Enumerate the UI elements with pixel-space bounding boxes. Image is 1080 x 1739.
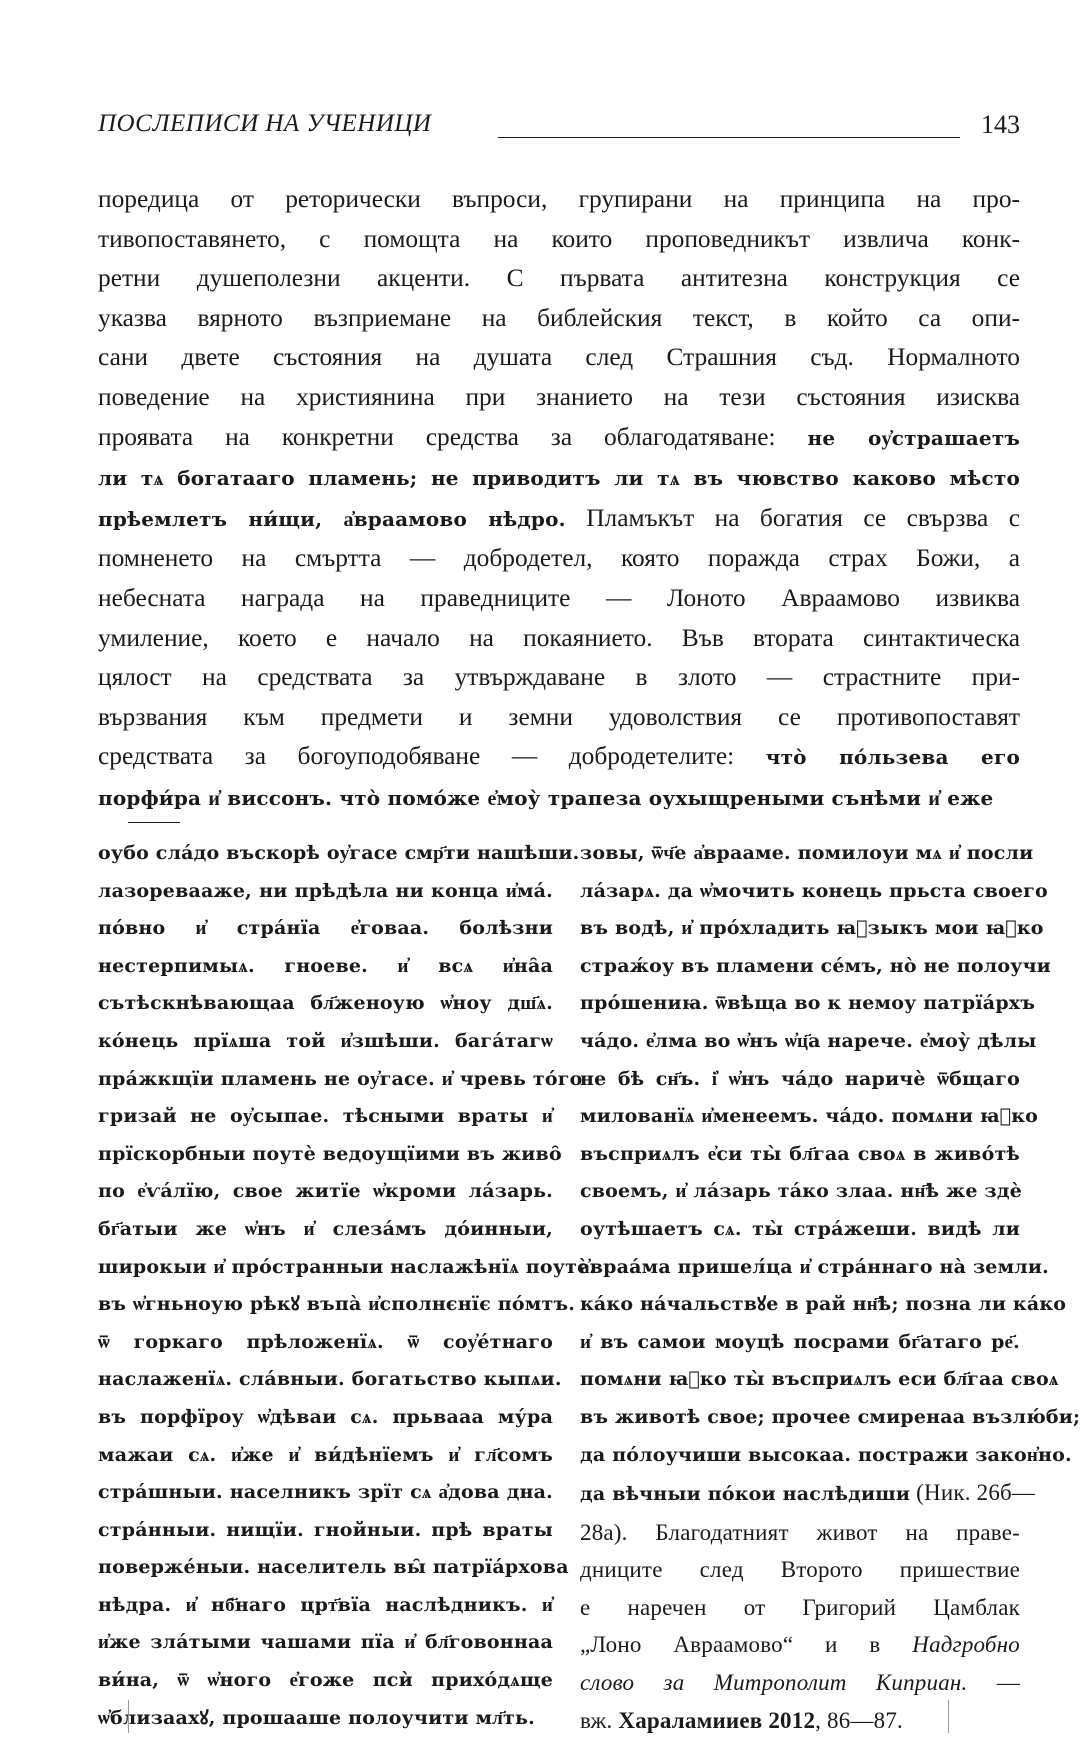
footnote-line: оутѣшаетъ сѧ. ты̀ стра́жеши. видѣ ли: [580, 1217, 1020, 1240]
footnote-line: бг҃атыи же ѡ҆нъ и҆ слеза́мъ до́инныи,: [98, 1217, 553, 1240]
church-slavonic-quote: что̀ по́льзева его: [765, 745, 1020, 770]
main-paragraph: [98, 180, 1020, 819]
footnote-line: прїскорбныи поутѐ ведоущїими въ живо̑: [98, 1142, 562, 1165]
church-slavonic-quote: не оу҆страшаетъ: [807, 425, 1020, 450]
footnote-line: гризай не оу҆сыпае. тѣсными враты и҆: [98, 1105, 553, 1128]
footnote-line: въ порфїроу ѡ҆дѣваи сѧ. прьвааа му́ра: [98, 1405, 553, 1428]
footnote-line: [580, 1664, 1020, 1702]
footnote-line: ча́до. е҆лма во ѡ҆нъ ѡ҆ц҃а нарече. е҆моу̀ дѣлы: [580, 1029, 1037, 1052]
footnote-right-column: [580, 835, 1080, 1739]
text-segment: средствата за богоуподобяване — добродетелите:: [98, 742, 766, 771]
footnote-line: ѿ горкаго прѣложенїѧ. ѿ соу҆е́тнаго: [98, 1330, 553, 1353]
citation: (Ник. 26б—: [910, 1480, 1036, 1506]
footnote-line: ви́на, ѿ ѡ҆ного е҆гоже псѝ прихо́дѧще: [98, 1669, 553, 1692]
church-slavonic-quote: порфи́ра и҆ виссонъ. что̀ помо́же е҆моу̀ трапеза оухыщреными сънѣми и҆ еже: [98, 785, 994, 810]
text-line: [98, 778, 1020, 819]
italic-title: Надгробно: [912, 1632, 1020, 1658]
text-line: [98, 499, 1020, 540]
footnote-line: стра́шныи. населникъ зрїт сѧ а҆дова дна.: [98, 1481, 553, 1504]
text-line: тивопоставянето, с помощта на които проповедникът извлича конк-: [98, 224, 1020, 253]
text-line: небесната награда на праведниците — Лоното Авраамово извиква: [98, 583, 1020, 612]
text-segment: проявата на конкретни средства за облагодатяване:: [98, 422, 808, 451]
footnote-line: милованїѧ и҆менеемъ. ча́до. помѧни ꙗ҆ко: [580, 1105, 1039, 1128]
footnote-line: нестерпимыѧ. гноеве. и҆ всѧ и҆на̑а: [98, 954, 553, 977]
text-line: поредица от реторически въпроси, групирани на принципа на про-: [98, 185, 1020, 213]
running-title: ПОСЛЕПИСИ НА УЧЕНИЦИ: [98, 110, 432, 137]
text-line: [98, 458, 1020, 499]
footnote-line: да по́лоучиши высокаа. пострaжи закон҆но.: [580, 1443, 1072, 1466]
footnote-line: своемъ, и҆ ла́зарь та́ко злаа. нн҃ѣ же здѐ: [580, 1180, 1023, 1203]
footnote-line: по е҆ѵа́лїю, свое житїе ѡ҆кроми ла́зарь.: [98, 1180, 553, 1203]
footnote-line: про́шениꙗ. ѿвѣща во к немоу патрїа́рхъ: [580, 992, 1036, 1015]
page-number: 143: [981, 110, 1020, 139]
footnote-line: пра́жкщїи пламень не оу҆гасе. и҆ чревь то́го: [98, 1067, 583, 1090]
footnote-line: не бѣ сн҃ъ. і҆ ѡ҆нъ ча́до наричѐ ѿбщаго: [580, 1067, 1020, 1090]
church-slavonic-quote: прѣемлетъ ни́щи, а҆враамово нѣдро.: [98, 506, 566, 531]
footnote-line: [580, 1626, 1020, 1664]
church-slavonic-quote: да вѣчныи по́кои наслѣдиши: [580, 1483, 911, 1506]
text-line: ретни душеполезни акценти. С първата антитезна конструкция се: [98, 264, 1020, 293]
footnote-line: нѣдра. и҆ нб҃наго црт҃вїа наслѣдникъ. и҆: [98, 1593, 553, 1616]
text-segment: вж.: [580, 1707, 619, 1733]
footnote-line: е наречен от Григорий Цамблак: [580, 1594, 1020, 1620]
bold-reference: Хараламииев 2012: [618, 1707, 816, 1733]
running-header: [98, 110, 1020, 150]
italic-title: слово за Митрополит Киприан.: [580, 1670, 968, 1696]
text-line: [98, 418, 1020, 459]
footnote-line: въ ѡ҆гньноую рѣкꙋ въпа̀ и҆сполнєнїє по́мтъ.: [98, 1293, 576, 1316]
footnote-line: зовы, ѿч҃е а҆враамe. помилоуи мѧ и҆ посли: [580, 842, 1034, 864]
footnote-line: и҆же зла́тыми чашами пїа и҆ бл҃говоннаа: [98, 1631, 553, 1654]
footnote-line: [580, 1474, 1036, 1514]
footnote-line: ко́нець прїѧша той и҆зшѣши. бага́тагѡ: [98, 1029, 553, 1052]
footnote-line: мажаи сѧ. и҆же и҆ ви́дѣнїемъ и҆ гл҃сомъ: [98, 1443, 553, 1466]
footnote-line: 28а). Благодатният живот на праве-: [580, 1519, 1020, 1545]
text-line: вързвания към предмети и земни удоволствия се противопоставят: [98, 702, 1020, 731]
footnote-line: сътѣскнѣвающаа бл҃женоую ѡ҆ноу дш҃ѧ.: [98, 992, 553, 1015]
footnote-line: и҆ въ самои моуцѣ посрами бг҃атаго ре҃.: [580, 1330, 1020, 1353]
footnote-line: а҆враа́ма пришел́ца и҆ стра́ннаго на̀ земли.: [580, 1255, 1049, 1278]
footnote-line: въсприѧлъ е҆си ты̀ бл҃гаа своѧ в живо́тѣ: [580, 1142, 1020, 1165]
church-slavonic-quote: ли тѧ богатааго пламень; не приводитъ ли тѧ въ чювство каково мѣсто: [98, 466, 1020, 491]
footnote-line: по́вно и҆ стра́нїа е҆говаа. болѣзни: [98, 917, 553, 940]
text-line: сани двете състояния на душата след Страшния съд. Нормалното: [98, 343, 1020, 372]
footnote-line: страж́оу въ пламени се́мъ, но̀ не полоучи: [580, 954, 1051, 977]
crop-mark: [128, 1700, 129, 1733]
text-segment: —: [967, 1670, 1020, 1696]
text-line: помненето на смъртта — добродетел, която поражда страх Божи, а: [98, 544, 1020, 573]
footnote-line: дниците след Второто пришествие: [580, 1557, 1020, 1583]
footnote-line: ла́зарѧ. да ѡ҆мочить конець прьста своего: [580, 879, 1048, 902]
footnote-line: стра́нныи. нищїи. гнойныи. прѣ враты: [98, 1518, 553, 1541]
footnote-line: [580, 1702, 1020, 1739]
crop-mark: [948, 1700, 949, 1733]
footnote-line: оубо сла́до въскорѣ оу҆гасе смр҃ти нашѣши.: [98, 842, 580, 864]
footnote-rule: [128, 822, 180, 823]
footnote-line: въ водѣ, и҆ про́хладить ꙗ҆зыкъ мои ꙗ҆ко: [580, 917, 1044, 940]
text-line: цялост на средствата за утвърждаване в злото — страстните при-: [98, 663, 1020, 692]
footnote-line: помѧни ꙗ҆ко ты̀ въсприѧлъ еси бл҃гаа своѧ: [580, 1368, 1059, 1391]
text-segment: , 86—87.: [815, 1707, 904, 1733]
text-line: умиление, което е начало на покаянието. Във втората синтактическа: [98, 623, 1020, 652]
footnote-line: наслаженїѧ. сла́вныи. богатьство кыпѧи.: [98, 1368, 562, 1391]
text-segment: Пламъкът на богатия се свързва с: [565, 503, 1020, 532]
footnote-line: ка́ко на́чальствꙋе в рай нн҃ѣ; позна ли ка́ко: [580, 1293, 1067, 1316]
footnote-left-column: [98, 835, 597, 1737]
footnote-line: ѡ҆близаахꙋ, прошааше полоучити мл҃ть.: [98, 1706, 535, 1729]
header-rule: [498, 137, 960, 138]
text-line: поведение на християнина при знанието на тези състояния изисква: [98, 382, 1020, 411]
footnote-line: широкыи и҆ про́странныи наслажѣнїѧ поутѐ.: [98, 1255, 597, 1278]
text-line: указва вярното възприемане на библейския текст, в който са опи-: [98, 303, 1020, 332]
footnote-line: поверже́ныи. населитель вы̑ патрїа́рхова: [98, 1556, 569, 1579]
footnote-line: лазоревааже, ни прѣдѣла ни конца и҆ма́.: [98, 879, 553, 902]
text-line: [98, 737, 1020, 778]
text-segment: „Лоно Авраамово“ и в: [580, 1632, 913, 1658]
footnote-line: въ животѣ свое; прочее смиренаа възлю́би;: [580, 1405, 1080, 1428]
